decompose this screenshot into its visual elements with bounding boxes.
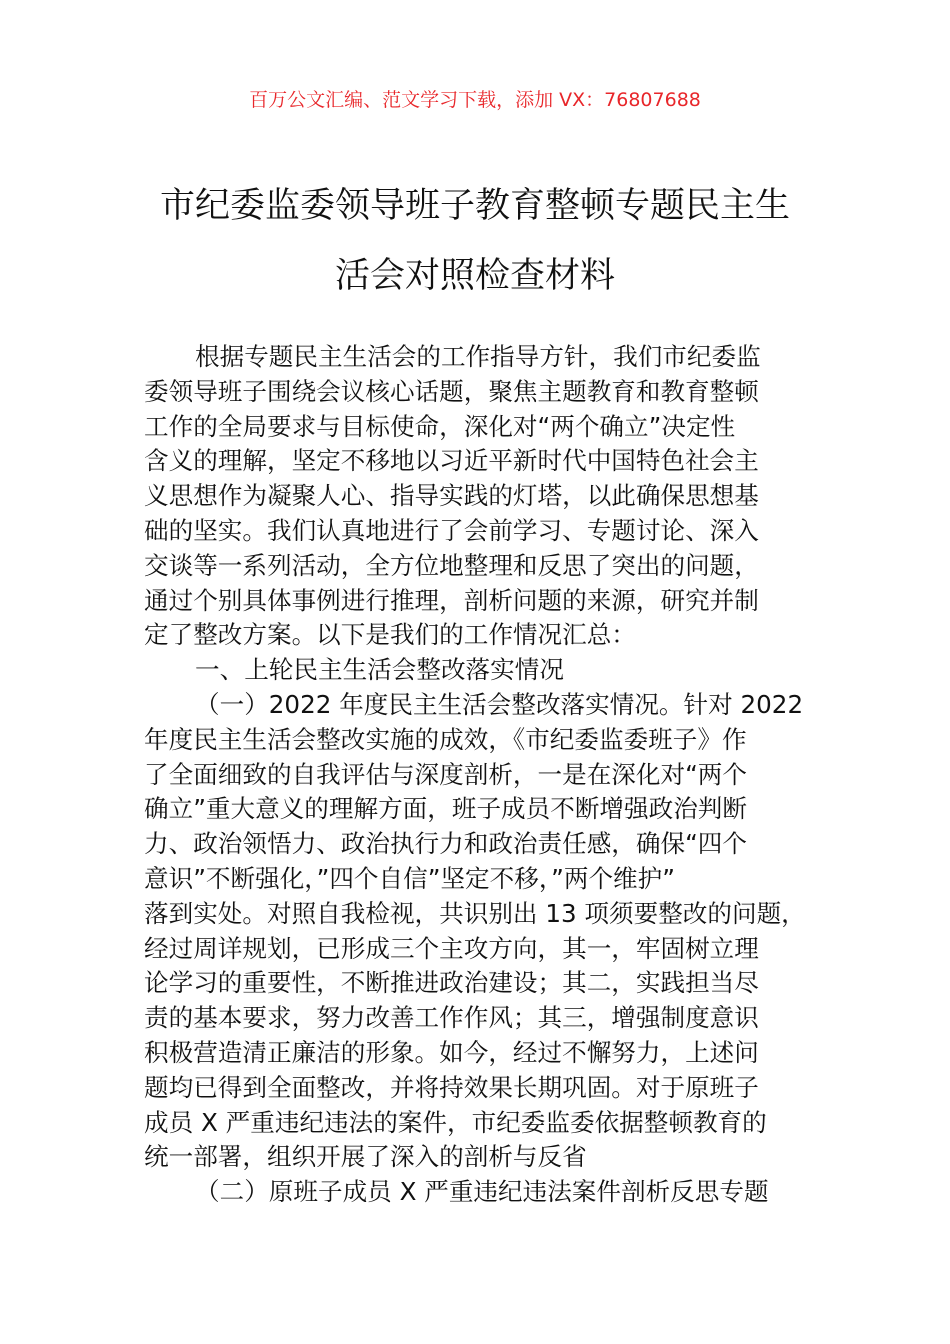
paragraph-line: 交谈等一系列活动，全方位地整理和反思了突出的问题， [144,550,759,580]
watermark-header: 百万公文汇编、范文学习下载，添加 VX：76807688 [249,89,701,111]
paragraph-line: 统一部署，组织开展了深入的剖析与反省 [144,1142,587,1172]
paragraph-line: 论学习的重要性，不断推进政治建设；其二，实践担当尽 [144,968,759,998]
paragraph-line: 含义的理解，坚定不移地以习近平新时代中国特色社会主 [144,446,759,476]
paragraph-line: 工作的全局要求与目标使命，深化对“两个确立”决定性 [144,411,736,441]
paragraph-line: 通过个别具体事例进行推理，剖析问题的来源，研究并制 [144,585,759,615]
paragraph-line: 定了整改方案。以下是我们的工作情况汇总： [144,620,636,650]
document-body [144,340,824,1210]
paragraph-line: 委领导班子围绕会议核心话题，聚焦主题教育和教育整顿 [144,376,759,406]
paragraph-line: （一）2022 年度民主生活会整改落实情况。针对 2022 [195,689,804,719]
paragraph-line: 础的坚实。我们认真地进行了会前学习、专题讨论、深入 [144,515,759,545]
paragraph-line: 年度民主生活会整改实施的成效，《市纪委监委班子》作 [144,724,747,754]
paragraph-line: 了全面细致的自我评估与深度剖析，一是在深化对“两个 [144,759,747,789]
paragraph-line: 题均已得到全面整改，并将持效果长期巩固。对于原班子 [144,1072,759,1102]
paragraph-line: （二）原班子成员 X 严重违纪违法案件剖析反思专题 [195,1177,769,1207]
paragraph-line: 一、上轮民主生活会整改落实情况 [195,655,564,685]
document-title-line-1: 市纪委监委领导班子教育整顿专题民主生 [159,186,790,226]
document-title-line-2: 活会对照检查材料 [334,256,615,296]
paragraph-line: 义思想作为凝聚人心、指导实践的灯塔，以此确保思想基 [144,481,759,511]
paragraph-line: 责的基本要求，努力改善工作作风；其三，增强制度意识 [144,1003,759,1033]
paragraph-line: 意识”不断强化，”四个自信”坚定不移，”两个维护” [144,863,675,893]
paragraph-line: 积极营造清正廉洁的形象。如今，经过不懈努力，上述问 [144,1037,759,1067]
paragraph-line: 成员 X 严重违纪违法的案件，市纪委监委依据整顿教育的 [144,1107,767,1137]
paragraph-line: 经过周详规划，已形成三个主攻方向，其一，牢固树立理 [144,933,759,963]
paragraph-line: 落到实处。对照自我检视，共识别出 13 项须要整改的问题， [144,898,806,928]
paragraph-line: 根据专题民主生活会的工作指导方针，我们市纪委监 [195,342,761,371]
paragraph-line: 确立”重大意义的理解方面，班子成员不断增强政治判断 [144,794,747,824]
paragraph-line: 力、政治领悟力、政治执行力和政治责任感，确保“四个 [144,829,747,859]
